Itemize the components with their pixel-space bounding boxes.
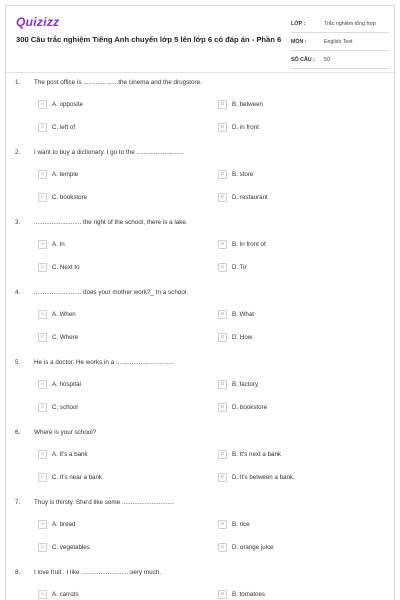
option-label: D. restaurant	[232, 194, 268, 201]
option-label: B. In front of	[232, 241, 266, 248]
option-label: C. Next to	[52, 264, 80, 271]
question-number: 6.	[15, 429, 21, 436]
option-label: D. in front	[232, 124, 259, 131]
question-number: 1.	[15, 79, 21, 86]
option-label: A. hospital	[52, 381, 81, 388]
worksheet-page	[5, 5, 395, 600]
quizizz-logo: Quizizz	[16, 15, 60, 29]
question-number: 4.	[15, 289, 21, 296]
option-checkbox[interactable]: B	[218, 590, 227, 599]
page-title: 300 Câu trắc nghiệm Tiếng Anh chuyển lớp 5 lên lớp 6 có đáp án - Phần 6	[16, 35, 282, 44]
option-checkbox[interactable]: B	[218, 380, 227, 389]
question-text: ........................... the right of the school, there is a lake.	[34, 219, 188, 226]
option-label: B. What	[232, 311, 255, 318]
meta-value: English Test	[324, 39, 353, 45]
option-label: C. school	[52, 404, 78, 411]
option-checkbox[interactable]: A	[38, 450, 47, 459]
question-text: He is a doctor. He works in a .................................	[34, 359, 174, 366]
question-number: 5.	[15, 359, 21, 366]
option-label: C. bookstore	[52, 194, 88, 201]
question-4	[6, 289, 396, 359]
option-checkbox[interactable]: A	[38, 310, 47, 319]
option-checkbox[interactable]: A	[38, 380, 47, 389]
option-checkbox[interactable]: D	[218, 263, 227, 272]
option-label: C. vegetables	[52, 544, 90, 551]
option-label: A. It's a bank	[52, 451, 88, 458]
option-label: C. It's near a bank	[52, 474, 103, 481]
option-label: D. How	[232, 334, 253, 341]
option-label: D. orange juice	[232, 544, 274, 551]
question-7	[6, 499, 396, 569]
meta-row-count	[291, 53, 389, 69]
option-checkbox[interactable]: B	[218, 100, 227, 109]
question-number: 3.	[15, 219, 21, 226]
worksheet-header	[6, 6, 394, 66]
meta-panel	[291, 17, 389, 71]
meta-row-class	[291, 17, 389, 33]
option-checkbox[interactable]: C	[38, 403, 47, 412]
option-checkbox[interactable]: C	[38, 543, 47, 552]
option-label: A. When	[52, 311, 76, 318]
option-label: C. Where	[52, 334, 79, 341]
question-6	[6, 429, 396, 499]
option-checkbox[interactable]: C	[38, 333, 47, 342]
question-number: 2.	[15, 149, 21, 156]
question-8	[6, 569, 396, 600]
option-checkbox[interactable]: B	[218, 520, 227, 529]
option-checkbox[interactable]: B	[218, 170, 227, 179]
option-label: A. temple	[52, 171, 79, 178]
option-checkbox[interactable]: D	[218, 543, 227, 552]
option-checkbox[interactable]: D	[218, 193, 227, 202]
option-checkbox[interactable]: D	[218, 123, 227, 132]
question-text: Where is your school?	[34, 429, 97, 436]
question-5	[6, 359, 396, 429]
option-label: B. between	[232, 101, 263, 108]
option-label: B. store	[232, 171, 254, 178]
option-checkbox[interactable]: D	[218, 403, 227, 412]
question-text: The post office is ....................the cinema and the drugstore.	[34, 79, 202, 86]
option-checkbox[interactable]: C	[38, 263, 47, 272]
option-label: D. To	[232, 264, 247, 271]
option-checkbox[interactable]: A	[38, 170, 47, 179]
question-2	[6, 149, 396, 219]
meta-value: Trắc nghiệm tổng hợp	[324, 21, 376, 27]
meta-row-subject	[291, 35, 389, 51]
question-text: I love fruit . I like ............................very much.	[34, 569, 162, 576]
option-checkbox[interactable]: C	[38, 473, 47, 482]
option-label: A. bread	[52, 521, 76, 528]
option-checkbox[interactable]: D	[218, 333, 227, 342]
option-checkbox[interactable]: A	[38, 100, 47, 109]
question-text: ........................... does your mother work?_ In a school.	[34, 289, 188, 296]
option-checkbox[interactable]: A	[38, 590, 47, 599]
option-checkbox[interactable]: C	[38, 193, 47, 202]
option-label: A. In	[52, 241, 65, 248]
question-number: 8.	[15, 569, 21, 576]
option-checkbox[interactable]: D	[218, 473, 227, 482]
option-label: B. It's next a bank	[232, 451, 281, 458]
header-divider	[6, 72, 394, 73]
option-label: A. opposite	[52, 101, 83, 108]
option-label: D. It's between a bank.	[232, 474, 295, 481]
option-label: B. tomatoes	[232, 591, 266, 598]
question-text: Thuy is thirsty. She'd like some ..............................	[34, 499, 175, 506]
option-label: B. rice	[232, 521, 250, 528]
question-text: I want to buy a dictionary. I go to the ...........................	[34, 149, 184, 156]
question-3	[6, 219, 396, 289]
option-checkbox[interactable]: C	[38, 123, 47, 132]
option-checkbox[interactable]: B	[218, 450, 227, 459]
option-checkbox[interactable]: B	[218, 240, 227, 249]
question-number: 7.	[15, 499, 21, 506]
option-checkbox[interactable]: B	[218, 310, 227, 319]
option-label: C. left of	[52, 124, 76, 131]
question-1	[6, 79, 396, 149]
meta-label: LỚP :	[291, 21, 306, 27]
meta-label: SỐ CÂU :	[291, 57, 315, 63]
meta-label: MÔN :	[291, 39, 307, 45]
option-checkbox[interactable]: A	[38, 240, 47, 249]
option-label: B. factory	[232, 381, 259, 388]
option-label: D. bookstore	[232, 404, 268, 411]
option-checkbox[interactable]: A	[38, 520, 47, 529]
option-label: A. carrots	[52, 591, 79, 598]
meta-value: 50	[324, 57, 330, 63]
